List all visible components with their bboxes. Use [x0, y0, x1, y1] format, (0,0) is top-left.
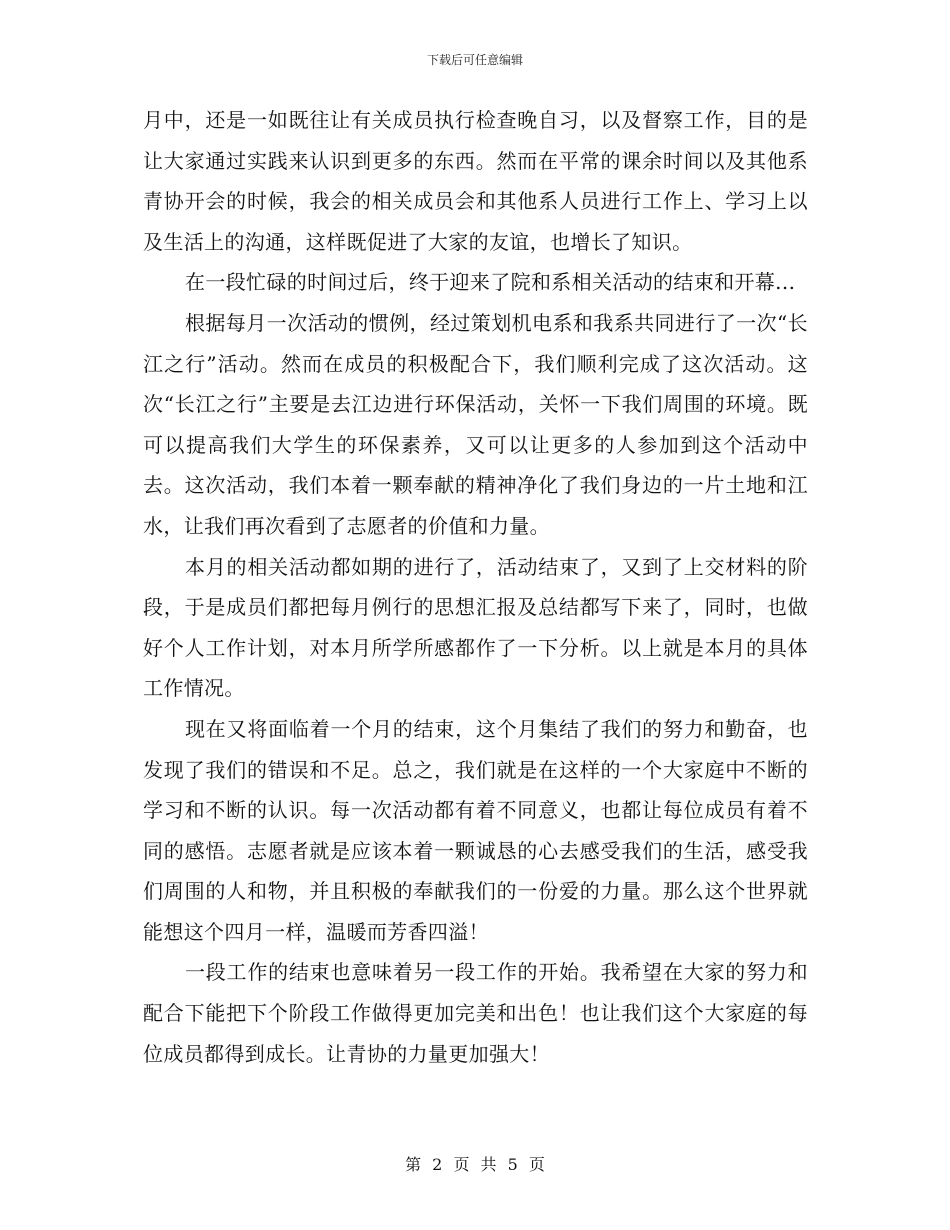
- paragraph-3: 根据每月一次活动的惯例，经过策划机电系和我系共同进行了一次“长江之行”活动。然而在成员的积极配合下，我们顺利完成了这次活动。这次“长江之行”主要是去江边进行环保活动，关怀一下我们周围的环境。既可以提高我们大学生的环保素养，又可以让更多的人参加到这个活动中去。这次活动，我们本着一颗奉献的精神净化了我们身边的一片土地和江水，让我们再次看到了志愿者的价值和力量。: [143, 310, 808, 538]
- paragraph-1: 月中，还是一如既往让有关成员执行检查晚自习，以及督察工作，目的是让大家通过实践来认识到更多的东西。然而在平常的课余时间以及其他系青协开会的时候，我会的相关成员会和其他系人员进行工作上、学习上以及生活上的沟通，这样既促进了大家的友谊，也增长了知识。: [143, 108, 808, 254]
- page-header: 下载后可任意编辑: [426, 53, 523, 67]
- paragraph-4: 本月的相关活动都如期的进行了，活动结束了，又到了上交材料的阶段，于是成员们都把每月例行的思想汇报及总结都写下来了，同时，也做好个人工作计划，对本月所学所感都作了一下分析。以上就是本月的具体工作情况。: [143, 554, 808, 701]
- document-body: [143, 100, 808, 1074]
- page-number-footer: 第 2 页 共 5 页: [405, 1155, 545, 1174]
- paragraph-2: 在一段忙碌的时间过后，终于迎来了院和系相关活动的结束和开幕...: [185, 270, 796, 295]
- paragraph-6: 一段工作的结束也意味着另一段工作的开始。我希望在大家的努力和配合下能把下个阶段工作做得更加完美和出色！也让我们这个大家庭的每位成员都得到成长。让青协的力量更加强大！: [143, 960, 808, 1066]
- paragraph-5: 现在又将面临着一个月的结束，这个月集结了我们的努力和勤奋，也发现了我们的错误和不足。总之，我们就是在这样的一个大家庭中不断的学习和不断的认识。每一次活动都有着不同意义，也都让每位成员有着不同的感悟。志愿者就是应该本着一颗诚恳的心去感受我们的生活，感受我们周围的人和物，并且积极的奉献我们的一份爱的力量。那么这个世界就能想这个四月一样，温暖而芳香四溢！: [143, 716, 808, 944]
